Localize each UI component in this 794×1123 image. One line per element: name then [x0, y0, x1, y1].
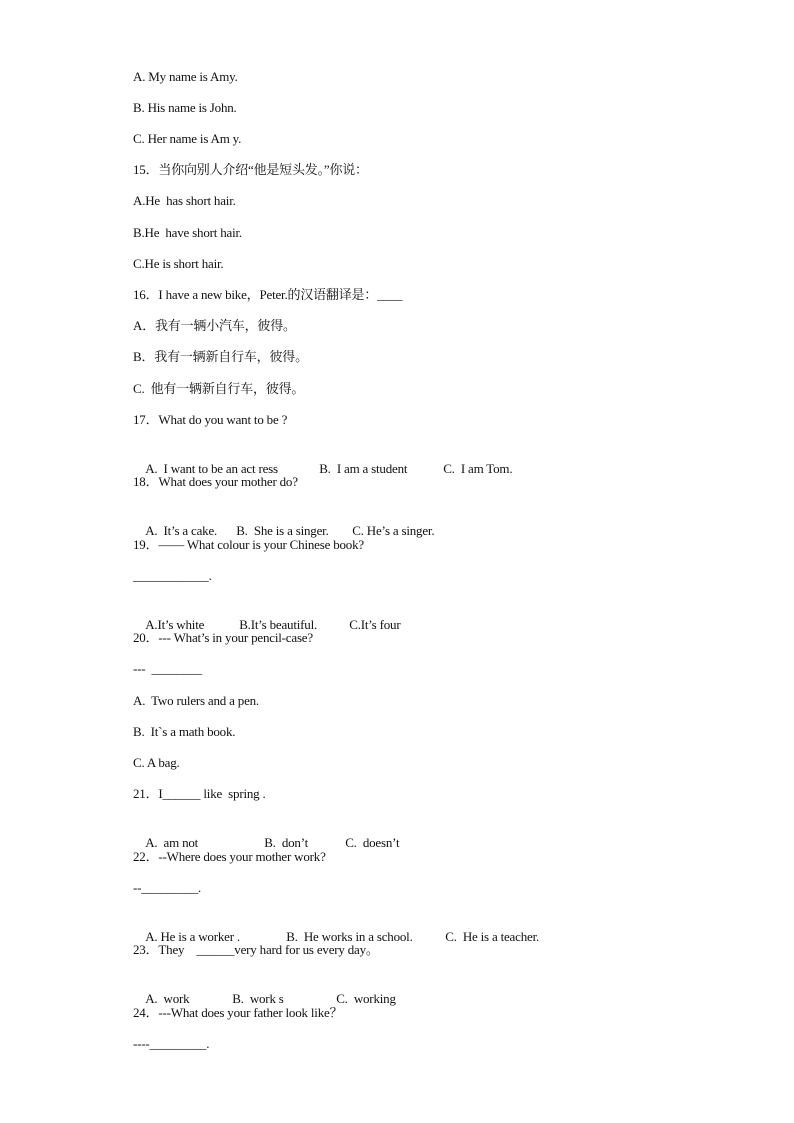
question-23: 23．They ______very hard for us every day。: [133, 942, 379, 957]
q23-option-b: B. work s: [232, 991, 284, 1006]
q20-option-a: A. Two rulers and a pen.: [133, 693, 259, 708]
q22-answer-blank: --_________.: [133, 880, 202, 895]
question-17: 17．What do you want to be ?: [133, 412, 288, 427]
q19-option-c: C.It’s four: [349, 617, 401, 632]
question-24: 24．---What does your father look like？: [133, 1005, 343, 1020]
q16-option-b: B．我有一辆新自行车，彼得。: [133, 349, 308, 364]
q22-option-a: A. He is a worker .: [145, 929, 240, 944]
q18-option-b: B. She is a singer.: [236, 523, 329, 538]
q19-option-a: A.It’s white: [145, 617, 205, 632]
q21-option-c: C. doesn’t: [345, 835, 400, 850]
q17-option-b: B. I am a student: [319, 461, 408, 476]
q22-option-b: B. He works in a school.: [286, 929, 413, 944]
q17-option-a: A. I want to be an act ress: [145, 461, 278, 476]
question-21: 21．I______ like spring .: [133, 786, 266, 801]
q17-option-c: C. I am Tom.: [443, 461, 513, 476]
q23-option-a: A. work: [145, 991, 190, 1006]
q14-option-b: B. His name is John.: [133, 100, 237, 115]
q24-answer-blank: ----_________.: [133, 1036, 210, 1051]
q20-option-c: C. A bag.: [133, 755, 180, 770]
q22-option-c: C. He is a teacher.: [445, 929, 540, 944]
question-18: 18．What does your mother do?: [133, 474, 298, 489]
q15-option-c: C.He is short hair.: [133, 256, 224, 271]
question-20: 20．--- What’s in your pencil-case?: [133, 630, 313, 645]
question-15: 15．当你向别人介绍“他是短头发。”你说：: [133, 162, 368, 177]
q19-option-b: B.It’s beautiful.: [239, 617, 318, 632]
q15-option-b: B.He have short hair.: [133, 225, 242, 240]
q18-option-c: C. He’s a singer.: [352, 523, 435, 538]
question-22: 22．--Where does your mother work?: [133, 849, 326, 864]
q14-option-a: A. My name is Amy.: [133, 69, 238, 84]
q20-option-b: B. It`s a math book.: [133, 724, 236, 739]
q16-option-c: C. 他有一辆新自行车，彼得。: [133, 381, 305, 396]
q18-option-a: A. It’s a cake.: [145, 523, 218, 538]
q23-option-c: C. working: [336, 991, 396, 1006]
q14-option-c: C. Her name is Am y.: [133, 131, 242, 146]
q20-answer-blank: --- ________: [133, 661, 202, 676]
q21-option-a: A. am not: [145, 835, 199, 850]
q16-option-a: A．我有一辆小汽车，彼得。: [133, 318, 296, 333]
question-16: 16．I have a new bike，Peter.的汉语翻译是：____: [133, 287, 403, 302]
q21-option-b: B. don’t: [264, 835, 309, 850]
q19-answer-blank: ____________.: [133, 568, 212, 583]
q15-option-a: A.He has short hair.: [133, 193, 236, 208]
question-19: 19．—— What colour is your Chinese book?: [133, 537, 364, 552]
